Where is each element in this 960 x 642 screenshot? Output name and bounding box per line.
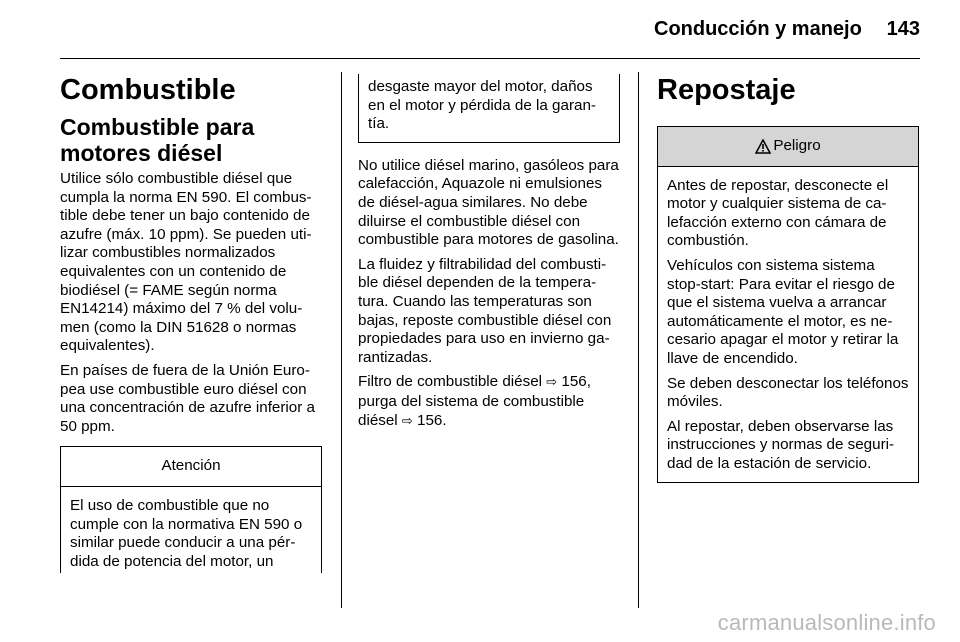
paragraph-marine-diesel: No utilice diésel marino, gasóleos para calefacción, Aquazole ni emulsiones de diésel-agua similares. No debe diluirse el combustible diésel con combustible para motores de gasolina. [358,156,619,249]
danger-label: Peligro [773,137,821,154]
header-rule [60,58,920,59]
reference-purge-page[interactable]: 156. [412,411,447,429]
notice-box [60,446,322,573]
diesel-fuel-heading: Combustible para motores diésel [60,114,255,166]
danger-box [657,126,919,483]
notice-continued-body [359,74,619,142]
notice-text: El uso de combustible que no cumple con la normativa EN 590 o similar puede conducir a una pérdida de potencia del motor, un [70,496,303,570]
danger-paragraph-station-rules: Al repostar, deben observarse las instrucciones y normas de seguridad de la estación de servicio. [667,417,895,472]
column-3 [657,72,919,483]
paragraph-winter-diesel: La fluidez y filtrabilidad del combustible diésel dependen de la temperatura. Cuando las temperaturas son bajas, reposte combustible diésel con propiedades para uso en invierno garantizadas. [358,255,612,366]
page-number: 143 [886,18,920,40]
warning-triangle-icon [755,139,771,154]
reference-filter-text: Filtro de combustible diésel [358,373,547,391]
refueling-heading: Repostaje [657,74,796,106]
reference-purge-text: purga del sistema de combustible diésel [358,392,585,429]
notice-continued-text: desgaste mayor del motor, daños en el motor y pérdida de la garantía. [368,78,596,133]
paragraph-diesel-norm: Utilice sólo combustible diésel que cumpla la norma EN 590. El combustible debe tener un bajo contenido de azufre (máx. 10 ppm). Se pueden utilizar combustibles normalizados equivalentes con un contenido de biodiésel (= FAME según norma EN14214) máximo del 7 % del volumen (como la DIN 51628 o normas equivalentes). [60,170,312,355]
column-1 [60,72,322,573]
paragraph-non-eu: En países de fuera de la Unión Europea use combustible euro diésel con una concentración de azufre inferior a 50 ppm. [60,361,315,435]
notice-label: Atención [61,447,321,487]
column-2 [358,72,620,437]
section-title: Conducción y manejo [654,18,862,40]
reference-filter-page[interactable]: 156, [557,373,591,391]
chapter-heading: Combustible [60,74,236,106]
danger-paragraph-engine-off: Antes de repostar, desconecte el motor y cualquier sistema de calefacción externo con cámara de combustión. [667,176,889,250]
danger-body [658,167,918,482]
column-divider-left [341,72,342,608]
page-reference-arrow-icon: ⇨ [401,413,413,429]
watermark: carmanualsonline.info [717,610,936,635]
danger-paragraph-stop-start: Vehículos con sistema sistema stop-start: Para evitar el riesgo de que el sistema vuelva a arrancar automáticamente el motor, es necesario apagar el motor y retirar la llave de encendido. [667,256,899,367]
page-reference-arrow-icon: ⇨ [546,375,558,391]
danger-paragraph-phones: Se deben desconectar los teléfonos móviles. [667,374,909,411]
danger-header [658,127,918,167]
notice-body [61,487,321,579]
notice-box-continued [358,74,620,143]
paragraph-references [358,373,620,431]
column-divider-right [638,72,639,608]
